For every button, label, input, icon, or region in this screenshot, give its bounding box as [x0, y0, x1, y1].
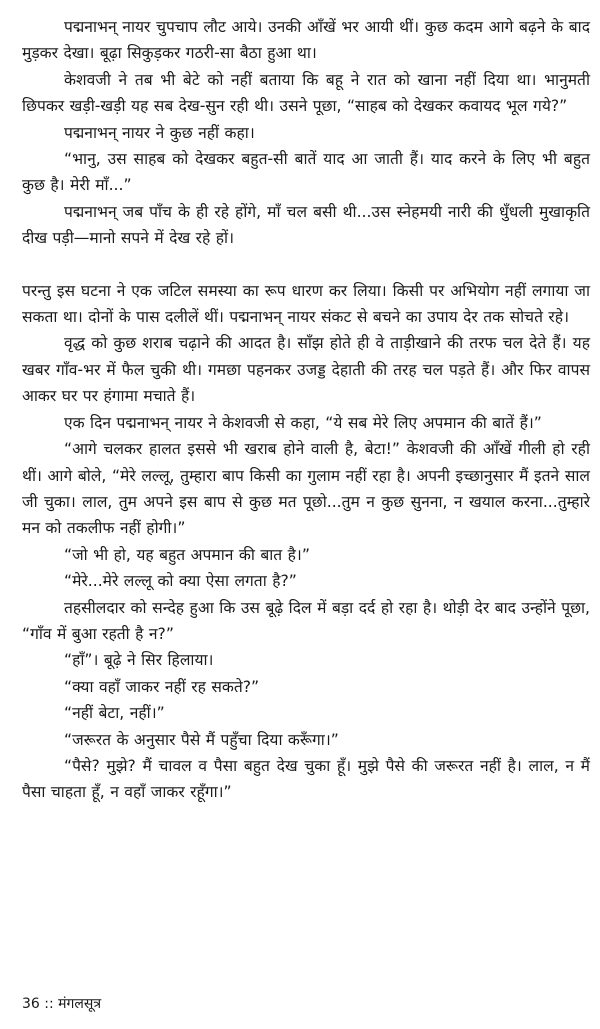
- paragraph: पद्मनाभन् जब पाँच के ही रहे होंगे, माँ चल बसी थी...उस स्नेहमयी नारी की धुँधली मुखाकृति दीख पड़ी—मानो सपने में देख रहे हों।: [22, 202, 590, 248]
- paragraph: एक दिन पद्मनाभन् नायर ने केशवजी से कहा, “ये सब मेरे लिए अपमान की बातें हैं।”: [64, 413, 542, 432]
- paragraph: “क्या वहाँ जाकर नहीं रह सकते?”: [64, 677, 260, 696]
- paragraph: “जो भी हो, यह बहुत अपमान की बात है।”: [64, 545, 310, 564]
- page-number: 36: [22, 996, 40, 1012]
- paragraph: “मेरे...मेरे लल्लू को क्या ऐसा लगता है?”: [64, 572, 297, 591]
- paragraph: “जरूरत के अनुसार पैसे मैं पहुँचा दिया करूँगा।”: [64, 730, 339, 749]
- page-footer: [22, 994, 101, 1014]
- book-title: मंगलसूत्र: [58, 996, 102, 1012]
- paragraph: “हाँ”। बूढ़े ने सिर हिलाया।: [64, 651, 214, 670]
- page-body-text: [22, 14, 590, 806]
- paragraph: “पैसे? मुझे? मैं चावल व पैसा बहुत देख चुका हूँ। मुझे पैसे की जरूरत नहीं है। लाल, न मैं पैसा चाहता हूँ, न वहाँ जाकर रहूँगा।”: [22, 756, 590, 802]
- paragraph: केशवजी ने तब भी बेटे को नहीं बताया कि बहू ने रात को खाना नहीं दिया था। भानुमती छिपकर खड़ी-खड़ी यह सब देख-सुन रही थी। उसने पूछा, “साहब को देखकर कवायद भूल गये?”: [22, 70, 590, 116]
- paragraph: “आगे चलकर हालत इससे भी खराब होने वाली है, बेटा!” केशवजी की आँखें गीली हो रही थीं। आगे बोले, “मेरे लल्लू, तुम्हारा बाप किसी का गुलाम नहीं रहा है। अपनी इच्छानुसार मैं इतने साल जी चुका। लाल, तुम अपने इस बाप से कुछ मत पूछो...तुम न कुछ सुनना, न खयाल करना...तुम्हारे मन को तकलीफ नहीं होगी।”: [22, 440, 590, 538]
- paragraph: पद्मनाभन् नायर चुपचाप लौट आये। उनकी आँखें भर आयी थीं। कुछ कदम आगे बढ़ने के बाद मुड़कर देखा। बूढ़ा सिकुड़कर गठरी-सा बैठा हुआ था।: [22, 18, 590, 63]
- paragraph: पद्मनाभन् नायर ने कुछ नहीं कहा।: [64, 123, 255, 142]
- paragraph: परन्तु इस घटना ने एक जटिल समस्या का रूप धारण कर लिया। किसी पर अभियोग नहीं लगाया जा सकता था। दोनों के पास दलीलें थीं। पद्मनाभन् नायर संकट से बचने का उपाय देर तक सोचते रहे।: [22, 281, 590, 327]
- paragraph: वृद्ध को कुछ शराब चढ़ाने की आदत है। साँझ होते ही वे ताड़ीखाने की तरफ चल देते हैं। यह खबर गाँव-भर में फैल चुकी थी। गमछा पहनकर उजड्ड देहाती की तरह चल पड़ते हैं। और फिर वापस आकर घर पर हंगामा मचाते हैं।: [22, 334, 590, 406]
- paragraph: तहसीलदार को सन्देह हुआ कि उस बूढ़े दिल में बड़ा दर्द हो रहा है। थोड़ी देर बाद उन्होंने पूछा, “गाँव में बुआ रहती है न?”: [22, 598, 590, 643]
- paragraph: “नहीं बेटा, नहीं।”: [64, 704, 165, 723]
- paragraph: “भानु, उस साहब को देखकर बहुत-सी बातें याद आ जाती हैं। याद करने के लिए भी बहुत कुछ है। मेरी माँ...”: [22, 150, 590, 195]
- footer-separator: ::: [44, 996, 54, 1012]
